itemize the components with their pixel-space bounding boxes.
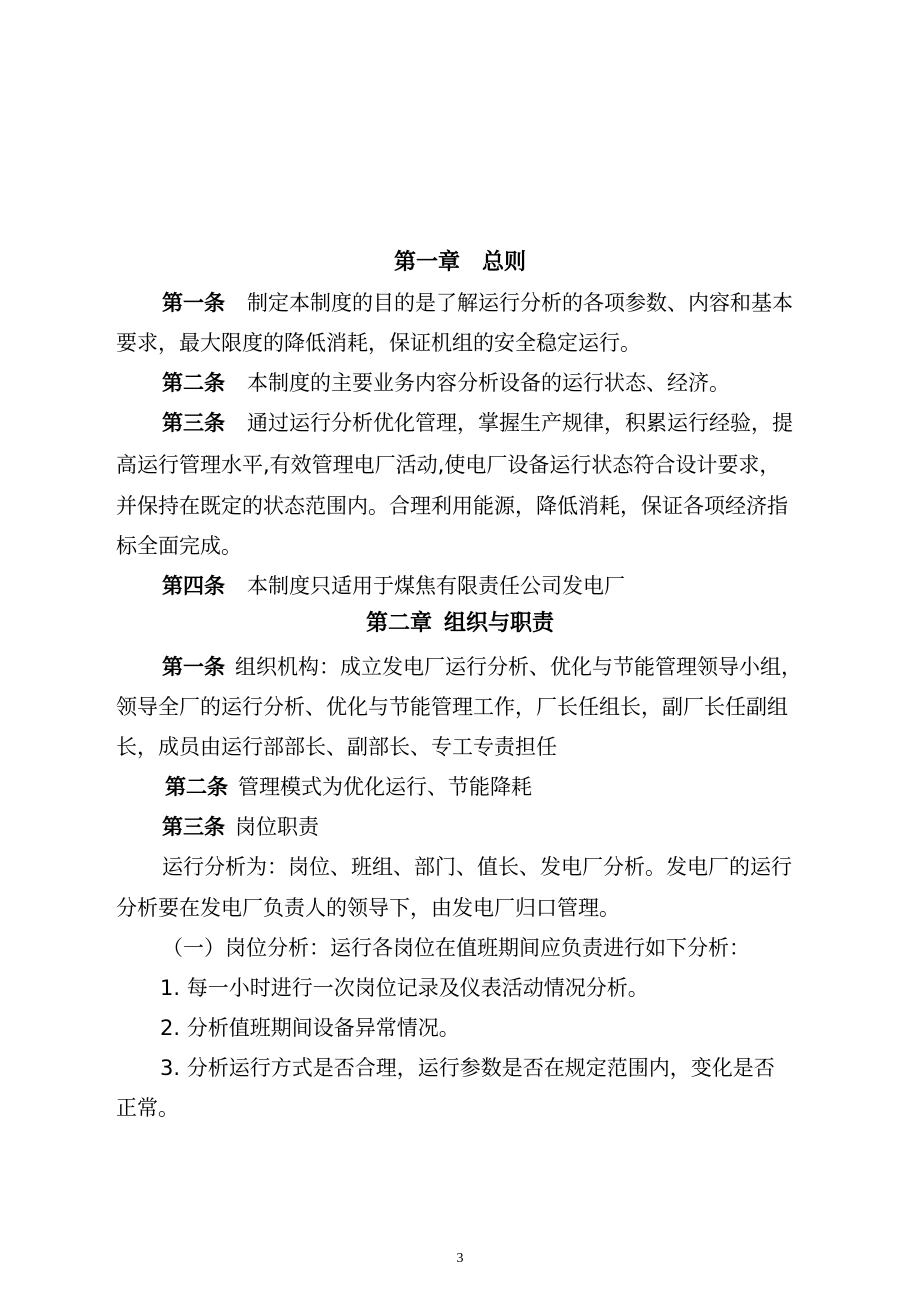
ch1-art2-text: 本制度的主要业务内容分析设备的运行状态、经济。: [247, 371, 730, 395]
ch2-art3-text: 岗位职责: [235, 815, 319, 839]
ch2-art1-label: 第一条: [162, 655, 225, 679]
ch1-art1-label: 第一条: [162, 291, 225, 315]
chapter1-number: 第一章: [393, 250, 460, 275]
ch1-art3-line1: [162, 408, 816, 438]
ch1-art4: [162, 571, 816, 601]
ch1-art3-line2: 高运行管理水平,有效管理电厂活动,使电厂设备运行状态符合设计要求，: [116, 453, 781, 477]
chapter1-title: [0, 248, 920, 278]
ch2-art1-text1: 组织机构：成立发电厂运行分析、优化与节能管理领导小组，: [235, 655, 802, 679]
ch2-item3-cont: 正常。: [116, 1096, 179, 1120]
ch1-art1-line2: 要求，最大限度的降低消耗，保证机组的安全稳定运行。: [116, 331, 641, 355]
ch2-item3-text: 分析运行方式是否合理，运行参数是否在规定范围内，变化是否: [186, 1056, 775, 1080]
ch2-art2: [165, 772, 819, 802]
ch1-art3-label: 第三条: [162, 411, 225, 435]
ch1-art4-label: 第四条: [162, 574, 225, 598]
ch2-item3-num: 3.: [160, 1056, 181, 1080]
ch1-art2-label: 第二条: [162, 371, 225, 395]
ch2-art2-text: 管理模式为优化运行、节能降耗: [238, 775, 532, 799]
ch2-item1-num: 1.: [160, 976, 181, 1000]
ch2-art2-label: 第二条: [165, 775, 228, 799]
ch2-item1: [160, 973, 816, 1003]
ch2-sub1: （一）岗位分析：运行各岗位在值班期间应负责进行如下分析：: [162, 936, 750, 960]
ch1-art3-text1: 通过运行分析优化管理，掌握生产规律，积累运行经验，提: [247, 411, 793, 435]
chapter2-number: 第二章: [365, 611, 432, 636]
ch2-item3: [160, 1053, 816, 1083]
ch2-art1-line3: 长，成员由运行部部长、副部长、专工专责担任: [116, 735, 557, 759]
ch1-art2: [162, 368, 816, 398]
ch2-item2-text: 分析值班期间设备异常情况。: [186, 1016, 460, 1040]
ch2-item2-num: 2.: [160, 1016, 181, 1040]
ch2-item2: [160, 1013, 816, 1043]
ch1-art3-line3: 并保持在既定的状态范围内。合理利用能源，降低消耗，保证各项经济指: [116, 494, 788, 518]
chapter1-name: 总则: [482, 250, 527, 275]
ch2-para1-line1: 运行分析为：岗位、班组、部门、值长、发电厂分析。发电厂的运行: [162, 855, 792, 879]
ch2-art1-line1: [162, 652, 816, 682]
chapter2-name: 组织与职责: [444, 611, 555, 636]
ch2-art1-line2: 领导全厂的运行分析、优化与节能管理工作，厂长任组长，副厂长任副组: [116, 695, 788, 719]
page-number: 3: [456, 1251, 464, 1266]
chapter2-title: [0, 609, 920, 639]
ch1-art1-line1: [162, 288, 816, 318]
ch1-art1-text1: 制定本制度的目的是了解运行分析的各项参数、内容和基本: [247, 291, 793, 315]
ch2-art3-label: 第三条: [162, 815, 225, 839]
ch2-art3: [162, 812, 816, 842]
ch1-art4-text: 本制度只适用于煤焦有限责任公司发电厂: [247, 574, 625, 598]
ch1-art3-line4: 标全面完成。: [116, 534, 242, 558]
ch2-para1-line2: 分析要在发电厂负责人的领导下，由发电厂归口管理。: [116, 896, 620, 920]
ch2-item1-text: 每一小时进行一次岗位记录及仪表活动情况分析。: [186, 976, 649, 1000]
